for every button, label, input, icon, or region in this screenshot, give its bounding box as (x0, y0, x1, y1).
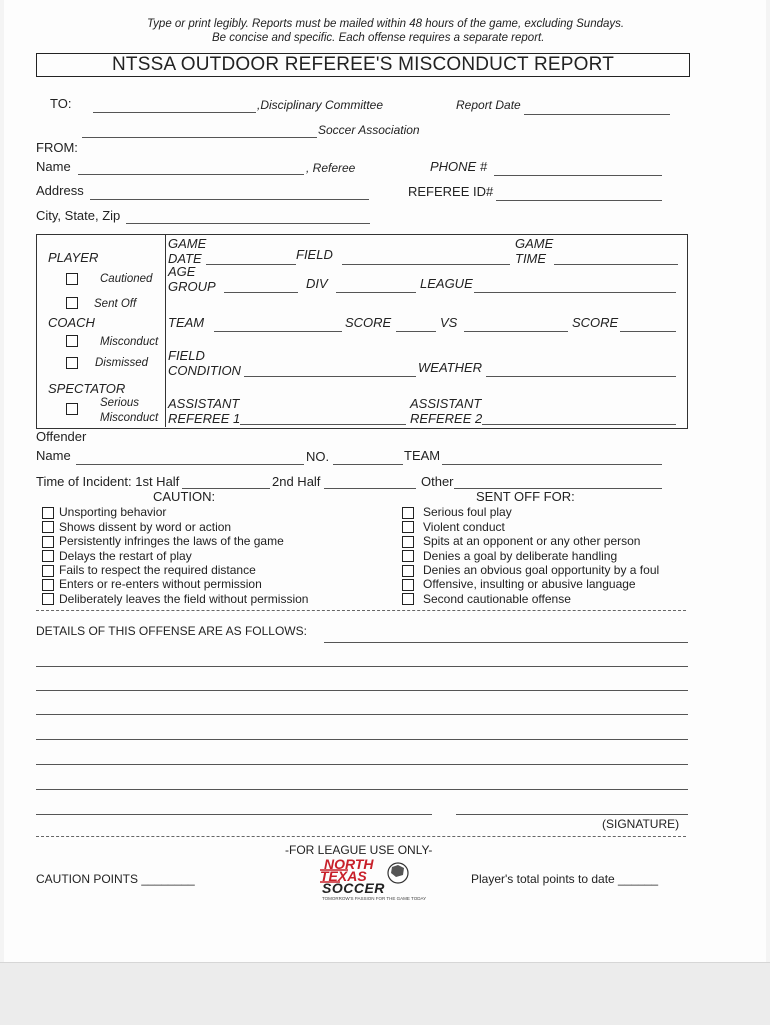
association-field[interactable] (82, 137, 317, 138)
sent-off-item: Offensive, insulting or abusive language (423, 577, 636, 591)
game-label: GAME (168, 236, 207, 251)
field-condition-field[interactable] (244, 376, 416, 377)
signature-field[interactable] (456, 814, 688, 815)
logo-text-north: NORTH (324, 856, 374, 872)
instructions-line-1: Type or print legibly. Reports must be mailed within 48 hours of the game, excluding Sundays. (147, 18, 625, 30)
referee-label: , Referee (306, 161, 356, 175)
weather-label: WEATHER (418, 360, 483, 375)
logo-tagline: TOMORROW'S PASSION FOR THE GAME TODAY (322, 896, 427, 901)
players-total-points-label: Player's total points to date ______ (471, 872, 659, 886)
score-label: SCORE (345, 315, 392, 330)
game-time-label-2: TIME (515, 251, 547, 266)
cautioned-checkbox[interactable] (66, 273, 78, 285)
game-date-field[interactable] (206, 264, 296, 265)
ar2-field[interactable] (482, 424, 676, 425)
ar1-field[interactable] (240, 424, 406, 425)
details-line[interactable] (36, 789, 688, 790)
cautioned-label: Cautioned (100, 273, 153, 285)
field-name-field[interactable] (342, 264, 510, 265)
second-half-field[interactable] (324, 488, 416, 489)
scan-bottom-strip (0, 962, 770, 1025)
page-title: NTSSA OUTDOOR REFEREE'S MISCONDUCT REPORT (111, 54, 614, 75)
league-label: LEAGUE (420, 276, 473, 291)
sent-off-item: Violent conduct (423, 520, 505, 534)
offender-no-label: NO. (306, 449, 330, 464)
score-label-2: SCORE (572, 315, 619, 330)
player-label: PLAYER (48, 250, 99, 265)
caution-checkbox[interactable] (42, 521, 54, 533)
signature-label: (SIGNATURE) (602, 817, 680, 831)
details-line[interactable] (36, 690, 688, 691)
details-heading: DETAILS OF THIS OFFENSE ARE AS FOLLOWS: (36, 624, 307, 638)
section-divider (36, 610, 686, 611)
sent-off-item: Spits at an opponent or any other person (423, 534, 641, 548)
soccer-association-label: Soccer Association (318, 123, 420, 137)
referee-id-label: REFEREE ID# (408, 184, 494, 199)
phone-field[interactable] (494, 175, 662, 176)
sent-off-reason-checkbox[interactable] (402, 579, 414, 591)
opponent-team-field[interactable] (464, 331, 568, 332)
caution-checkbox[interactable] (42, 565, 54, 577)
sent-off-heading: SENT OFF FOR: (476, 489, 575, 504)
ar1-label-1: ASSISTANT (168, 396, 240, 411)
ar1-label-2: REFEREE 1 (168, 411, 241, 426)
ar2-label-2: REFEREE 2 (410, 411, 483, 426)
offender-no-field[interactable] (333, 464, 403, 465)
address-label: Address (36, 183, 84, 198)
ar2-label-1: ASSISTANT (410, 396, 482, 411)
opponent-score-field[interactable] (620, 331, 676, 332)
offender-team-field[interactable] (442, 464, 662, 465)
date-label: DATE (168, 251, 202, 266)
report-date-label: Report Date (456, 98, 521, 112)
offender-team-label: TEAM (404, 448, 441, 463)
spectator-label: SPECTATOR (48, 381, 126, 396)
referee-name-field[interactable] (78, 174, 304, 175)
div-field[interactable] (336, 292, 416, 293)
caution-item: Persistently infringes the laws of the game (59, 534, 284, 548)
field-condition-label-1: FIELD (168, 348, 205, 363)
caution-checkbox[interactable] (42, 507, 54, 519)
sent-off-item: Second cautionable offense (423, 592, 571, 606)
sent-off-reason-checkbox[interactable] (402, 536, 414, 548)
disciplinary-committee-label: ,Disciplinary Committee (257, 98, 384, 112)
details-line[interactable] (36, 714, 688, 715)
dismissed-checkbox[interactable] (66, 357, 78, 369)
serious-label: Serious (100, 397, 139, 409)
caution-item: Deliberately leaves the field without permission (59, 592, 309, 606)
field-condition-label-2: CONDITION (168, 363, 241, 378)
caution-item: Shows dissent by word or action (59, 520, 232, 534)
league-divider (36, 836, 686, 837)
sent-off-item: Denies a goal by deliberate handling (423, 549, 618, 563)
game-box-divider (165, 234, 166, 427)
city-state-zip-label: City, State, Zip (36, 208, 121, 223)
name-label: Name (36, 159, 71, 174)
score-field[interactable] (396, 331, 436, 332)
from-label: FROM: (36, 140, 78, 155)
second-half-label: 2nd Half (272, 474, 321, 489)
referee-id-field[interactable] (496, 200, 662, 201)
caution-checkbox[interactable] (42, 536, 54, 548)
group-label: GROUP (168, 279, 216, 294)
caution-checkbox[interactable] (42, 593, 54, 605)
misconduct-label: Misconduct (100, 336, 159, 348)
game-time-field[interactable] (554, 264, 678, 265)
offender-label: Offender (36, 429, 87, 444)
sent-off-item: Denies an obvious goal opportunity by a foul (423, 563, 660, 577)
details-line[interactable] (36, 814, 432, 815)
logo-text-texas: TEXAS (320, 868, 367, 884)
details-line[interactable] (324, 642, 688, 643)
league-use-heading: -FOR LEAGUE USE ONLY- (285, 843, 433, 857)
caution-heading: CAUTION: (153, 489, 216, 504)
sent-off-reason-checkbox[interactable] (402, 550, 414, 562)
sent-off-item: Serious foul play (423, 505, 512, 519)
caution-item: Enters or re-enters without permission (59, 577, 262, 591)
sent-off-label: Sent Off (94, 298, 137, 310)
league-field[interactable] (474, 292, 676, 293)
address-field[interactable] (90, 199, 369, 200)
vs-label: VS (440, 315, 458, 330)
sent-off-reason-checkbox[interactable] (402, 565, 414, 577)
field-label: FIELD (296, 247, 333, 262)
dismissed-label: Dismissed (95, 357, 149, 369)
sent-off-reason-checkbox[interactable] (402, 521, 414, 533)
caution-item: Delays the restart of play (59, 549, 192, 563)
div-label: DIV (306, 276, 328, 291)
sent-off-reason-checkbox[interactable] (402, 507, 414, 519)
title-box (36, 53, 690, 77)
time-of-incident-label: Time of Incident: 1st Half (36, 474, 180, 489)
to-label: TO: (50, 96, 72, 111)
north-texas-soccer-logo (318, 856, 427, 904)
age-label: AGE (168, 264, 196, 279)
serious-misconduct-label: Misconduct (100, 412, 159, 424)
caution-item: Fails to respect the required distance (59, 563, 256, 577)
team-label: TEAM (168, 315, 205, 330)
city-state-zip-field[interactable] (126, 223, 370, 224)
team-field[interactable] (214, 331, 342, 332)
caution-checkbox[interactable] (42, 579, 54, 591)
game-time-label-1: GAME (515, 236, 554, 251)
caution-checkbox[interactable] (42, 550, 54, 562)
phone-label: PHONE # (430, 159, 488, 174)
caution-points-label: CAUTION POINTS ________ (36, 872, 195, 886)
misconduct-checkbox[interactable] (66, 335, 78, 347)
sent-off-reason-checkbox[interactable] (402, 593, 414, 605)
details-line[interactable] (36, 764, 688, 765)
offender-name-field[interactable] (76, 464, 304, 465)
caution-item: Unsporting behavior (59, 505, 167, 519)
details-line[interactable] (36, 739, 688, 740)
instructions-line-2: Be concise and specific. Each offense requires a separate report. (212, 32, 545, 44)
sent-off-checkbox[interactable] (66, 297, 78, 309)
offender-name-label: Name (36, 448, 71, 463)
serious-misconduct-checkbox[interactable] (66, 403, 78, 415)
other-label: Other (421, 474, 454, 489)
weather-field[interactable] (486, 376, 676, 377)
to-field[interactable] (93, 112, 256, 113)
age-group-field[interactable] (224, 292, 298, 293)
coach-label: COACH (48, 315, 95, 330)
report-date-field[interactable] (524, 114, 670, 115)
logo-text-soccer: SOCCER (322, 880, 385, 896)
details-line[interactable] (36, 666, 688, 667)
